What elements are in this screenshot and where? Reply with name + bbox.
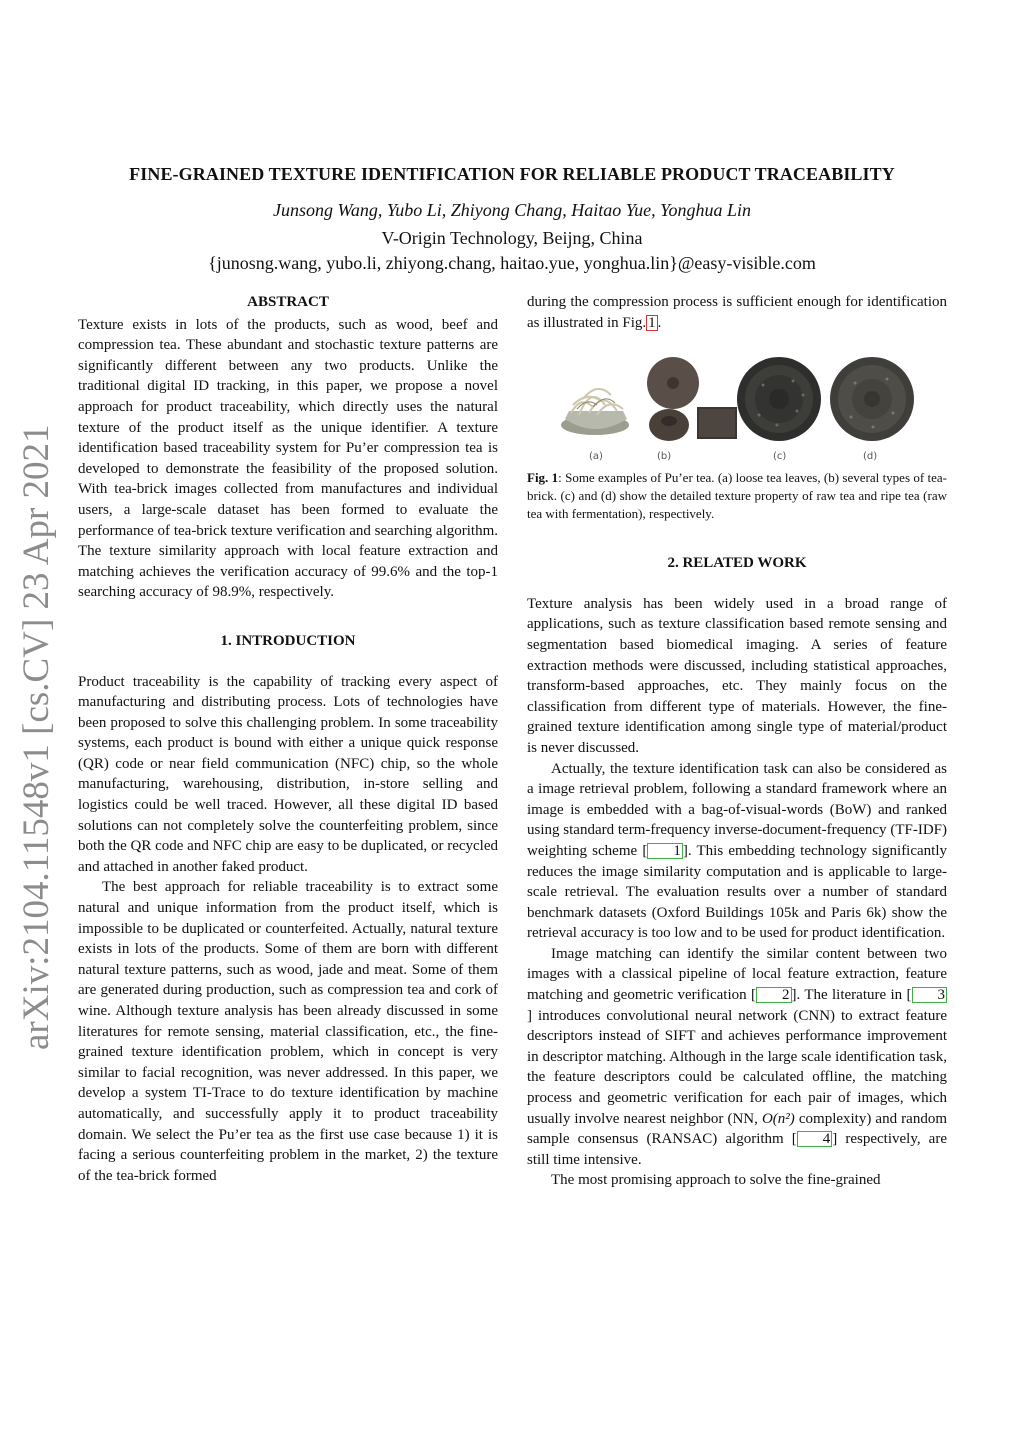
arxiv-identifier[interactable]: arXiv:2104.11548v1 [cs.CV] 23 Apr 2021 [16, 424, 57, 1050]
related-p2-text-a: Actually, the texture identification task can also be considered as a image retrieval problem, following a standard framework where an image is embedded with a bag-of-visual-words (BoW) and ranked using standard term-frequency inverse-document-frequency (TF-IDF) weighting scheme [ [527, 760, 947, 859]
panel-label-a: (a) [589, 451, 603, 463]
affiliation: V-Origin Technology, Beijng, China [381, 228, 643, 248]
related-p3-text-d: complexity) and random sample consensus (RANSAC) algorithm [ [527, 1110, 947, 1148]
figure-link[interactable]: 1 [648, 314, 656, 331]
math-complexity: O(n²) [761, 1110, 795, 1127]
related-paragraph-1: Texture analysis has been widely used in a broad range of applications, such as texture classification based remote sensing and segmentation based biomedical imaging. A series of feature extraction methods were discussed, including statistical approaches, transform-based approaches, etc. They mainly focus on the classification from different type of materials. However, the fine-grained texture identification among single type of material/product is never discussed. [527, 595, 947, 756]
loose-tea-leaves-image [557, 355, 637, 445]
related-p3-text-c: ] introduces convolutional neural network (CNN) to extract feature descriptors instead of SIFT and achieves performance improvement in descriptor matching. Although in the large scale identification task, the feature descriptors could be calculated offline, the matching process and geometric verification for each pair of images, which usually involve nearest neighbor (NN, [527, 1007, 947, 1127]
citation-link-3[interactable]: 3 [912, 987, 948, 1003]
intro-p3-text: during the compression process is sufficient enough for identification as illustrated in Fig. [527, 294, 947, 331]
citation-link-4[interactable]: 4 [797, 1131, 833, 1147]
related-p2-text-b: ]. This embedding technology significantly reduces the image similarity computation and is applicable to large-scale retrieval. The evaluation results over a number of standard benchmark datasets (Oxford Buildings 105k and Paris 6k) show the retrieval accuracy is too low and to be used for product identification. [527, 842, 948, 942]
abstract-text: Texture exists in lots of the products, such as wood, beef and compression tea. These abundant and stochastic texture patterns are significantly different between any two products. Unlike the traditional digital ID tracking, in this paper, we propose a novel approach for product traceability, which directly uses the natural texture of the product itself as the unique identifier. A texture identification based traceability system for Pu’er compression tea is developed to demonstrate the feasibility of the proposed solution. With tea-brick images collected from manufactures and individual users, a large-scale dataset has been formed to evaluate the performance of tea-brick texture verification and searching algorithm. The texture similarity approach with local feature extraction and matching achieves the verification accuracy of 99.6% and the top-1 searching accuracy of 98.9%, respectively. [78, 316, 498, 601]
intro-paragraph-2: The best approach for reliable traceability is to extract some natural and unique information from the product itself, which is impossible to be duplicated or counterfeited. Actually, natural texture exists in lots of the products. Some of them are born with different natural texture patterns, such as wood, jade and meat. Some of them are generated during production, such as compression tea and cork of wine. Although texture analysis has been already discussed in some literatures for remote sensing, material classification, etc., the fine-grained texture identification problem, which in concept is very similar to facial recognition, was never addressed. In this paper, we develop a system TI-Trace to do texture identification by machine automatically, and successfully apply it to product traceability domain. We select the Pu’er tea as the first use case because 1) it is facing a serious counterfeiting problem in the market, 2) the texture of the tea-brick formed [78, 879, 498, 1184]
related-p3-text-b: ]. The literature in [ [791, 987, 912, 1004]
raw-tea-texture-image [733, 355, 829, 445]
author-list: Junsong Wang, Yubo Li, Zhiyong Chang, Haitao Yue, Yonghua Lin [273, 200, 751, 220]
citation-link-1[interactable]: 1 [647, 843, 683, 859]
related-paragraph-3 [527, 944, 947, 1171]
ripe-tea-texture-image [827, 355, 917, 445]
caption-label: Fig. 1 [527, 470, 559, 486]
paper-title: FINE-GRAINED TEXTURE IDENTIFICATION FOR RELIABLE PRODUCT TRACEABILITY [129, 164, 895, 184]
intro-p3-end: . [657, 314, 662, 331]
figure-1 [527, 355, 947, 463]
related-paragraph-4: The most promising approach to solve the fine-grained [551, 1172, 881, 1189]
author-emails: {junosng.wang, yubo.li, zhiyong.chang, haitao.yue, yonghua.lin}@easy-visible.com [208, 253, 816, 273]
abstract-heading: ABSTRACT [247, 294, 329, 310]
intro-paragraph-3 [527, 292, 947, 333]
related-work-heading: 2. RELATED WORK [667, 555, 807, 572]
right-column [527, 292, 947, 1191]
related-p3-text-e: ] respectively, are still time intensive. [527, 1131, 947, 1168]
panel-label-c: (c) [773, 451, 787, 463]
caption-text: : Some examples of Pu’er tea. (a) loose tea leaves, (b) several types of tea-brick. (c) and (d) show the detailed texture property of raw tea and ripe tea (raw tea with fermentation), respectively. [527, 470, 947, 522]
figure-1-caption [527, 469, 947, 523]
related-p3-text-a: Image matching can identify the similar content between two images with a classical pipeline of local feature extraction, feature matching and geometric verification [ [527, 945, 947, 1004]
panel-label-b: (b) [657, 451, 672, 463]
left-column [78, 292, 498, 1186]
intro-paragraph-1: Product traceability is the capability of tracking every aspect of manufacturing and distributing process. Lots of technologies have been proposed to solve this challenging problem. In some traceability systems, each product is bound with either a unique quick response (QR) code or near field communication (NFC) chip, so the whole manufacturing, warehousing, distribution, in-store selling and logistics could be well traced. However, all these digital ID based solutions can not completely solve the counterfeiting problem, since both the QR code and NFC chip are easy to be duplicated, or recycled and attached in another faked product. [78, 673, 498, 875]
intro-heading: 1. INTRODUCTION [220, 632, 356, 649]
citation-link-2[interactable]: 2 [756, 987, 792, 1003]
related-paragraph-2 [527, 759, 947, 944]
panel-label-d: (d) [863, 451, 878, 463]
